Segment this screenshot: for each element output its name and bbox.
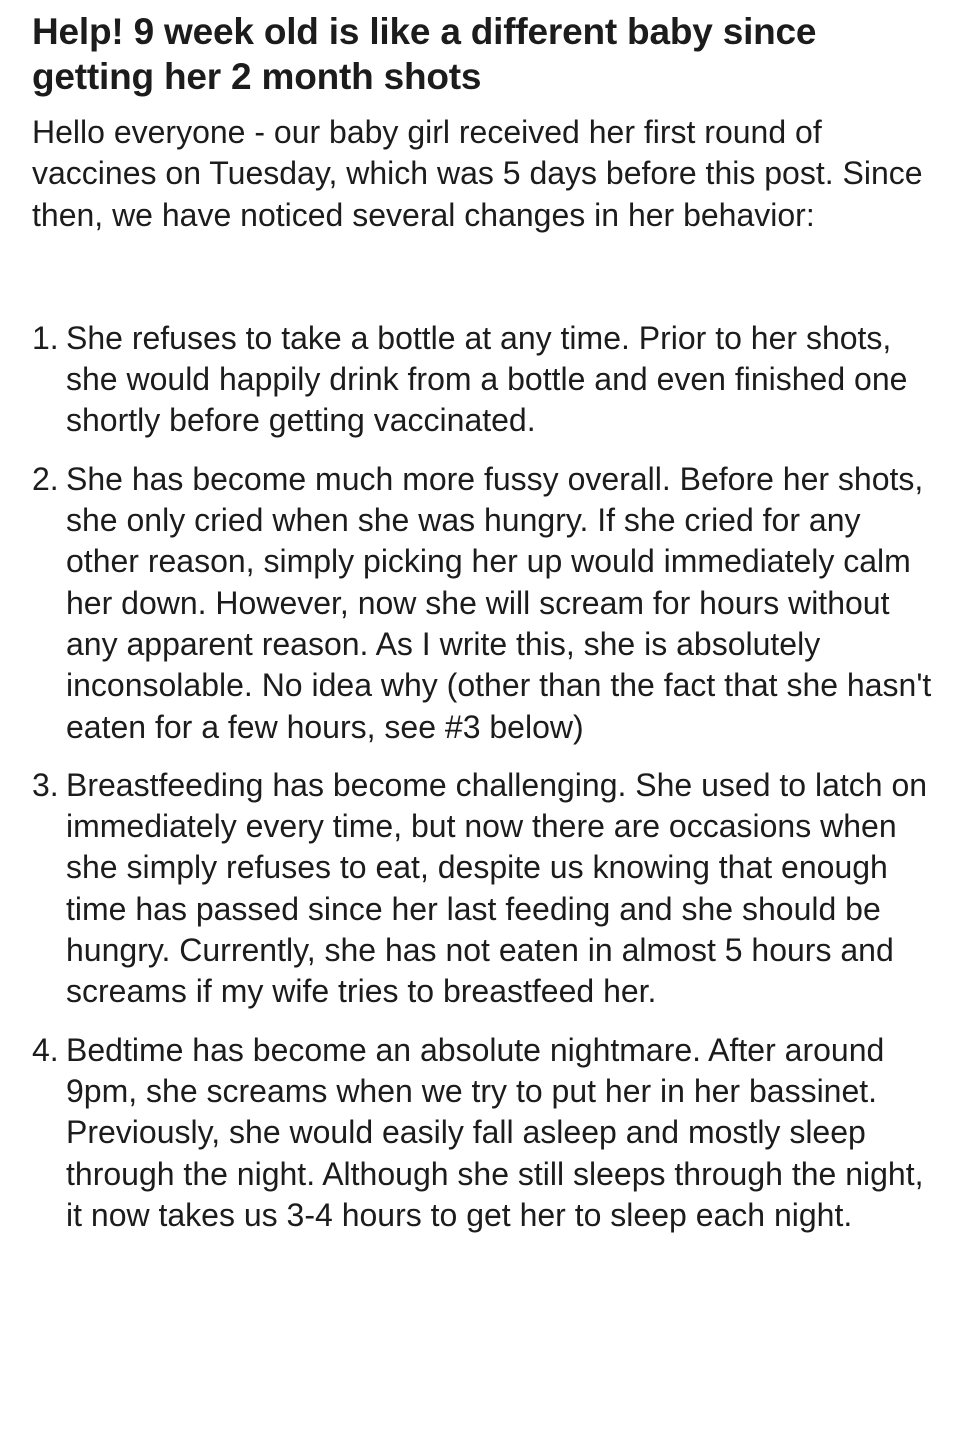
list-item-text: Breastfeeding has become challenging. She used to latch on immediately every time, but now there are occasions when she simply refuses to eat, despite us knowing that enough time has passed since her last feeding and she should be hungry. Currently, she has not eaten in almost 5 hours and screams if my wife tries to breastfeed her. [66, 766, 928, 1010]
list-item-number: 2. [32, 460, 59, 497]
post-intro: Hello everyone - our baby girl received her first round of vaccines on Tuesday, which was 5 days before this post. Since then, we have noticed several changes in her behavior: [32, 114, 923, 233]
list-item-number: 3. [32, 766, 59, 803]
list-item-number: 4. [32, 1031, 59, 1068]
list-item-text: She has become much more fussy overall. Before her shots, she only cried when she was hungry. If she cried for any other reason, simply picking her up would immediately calm her down. However, now she will scream for hours without any apparent reason. As I write this, she is absolutely inconsolable. No idea why (other than the fact that she hasn't eaten for a few hours, see #3 below) [66, 460, 932, 745]
post-title: Help! 9 week old is like a different baby since getting her 2 month shots [32, 11, 817, 97]
list-item [32, 765, 940, 1013]
list-item [32, 1030, 940, 1236]
list-item-number: 1. [32, 319, 59, 356]
list-item-text: Bedtime has become an absolute nightmare. After around 9pm, she screams when we try to put her in her bassinet. Previously, she would easily fall asleep and mostly sleep through the night. Although she still sleeps through the night, it now takes us 3-4 hours to get her to sleep each night. [66, 1031, 924, 1233]
list-item-text: She refuses to take a bottle at any time. Prior to her shots, she would happily drink from a bottle and even finished one shortly before getting vaccinated. [66, 319, 908, 439]
post-body [32, 112, 940, 1236]
list-item [32, 318, 940, 442]
behavior-change-list [32, 318, 940, 1236]
list-item [32, 459, 940, 748]
